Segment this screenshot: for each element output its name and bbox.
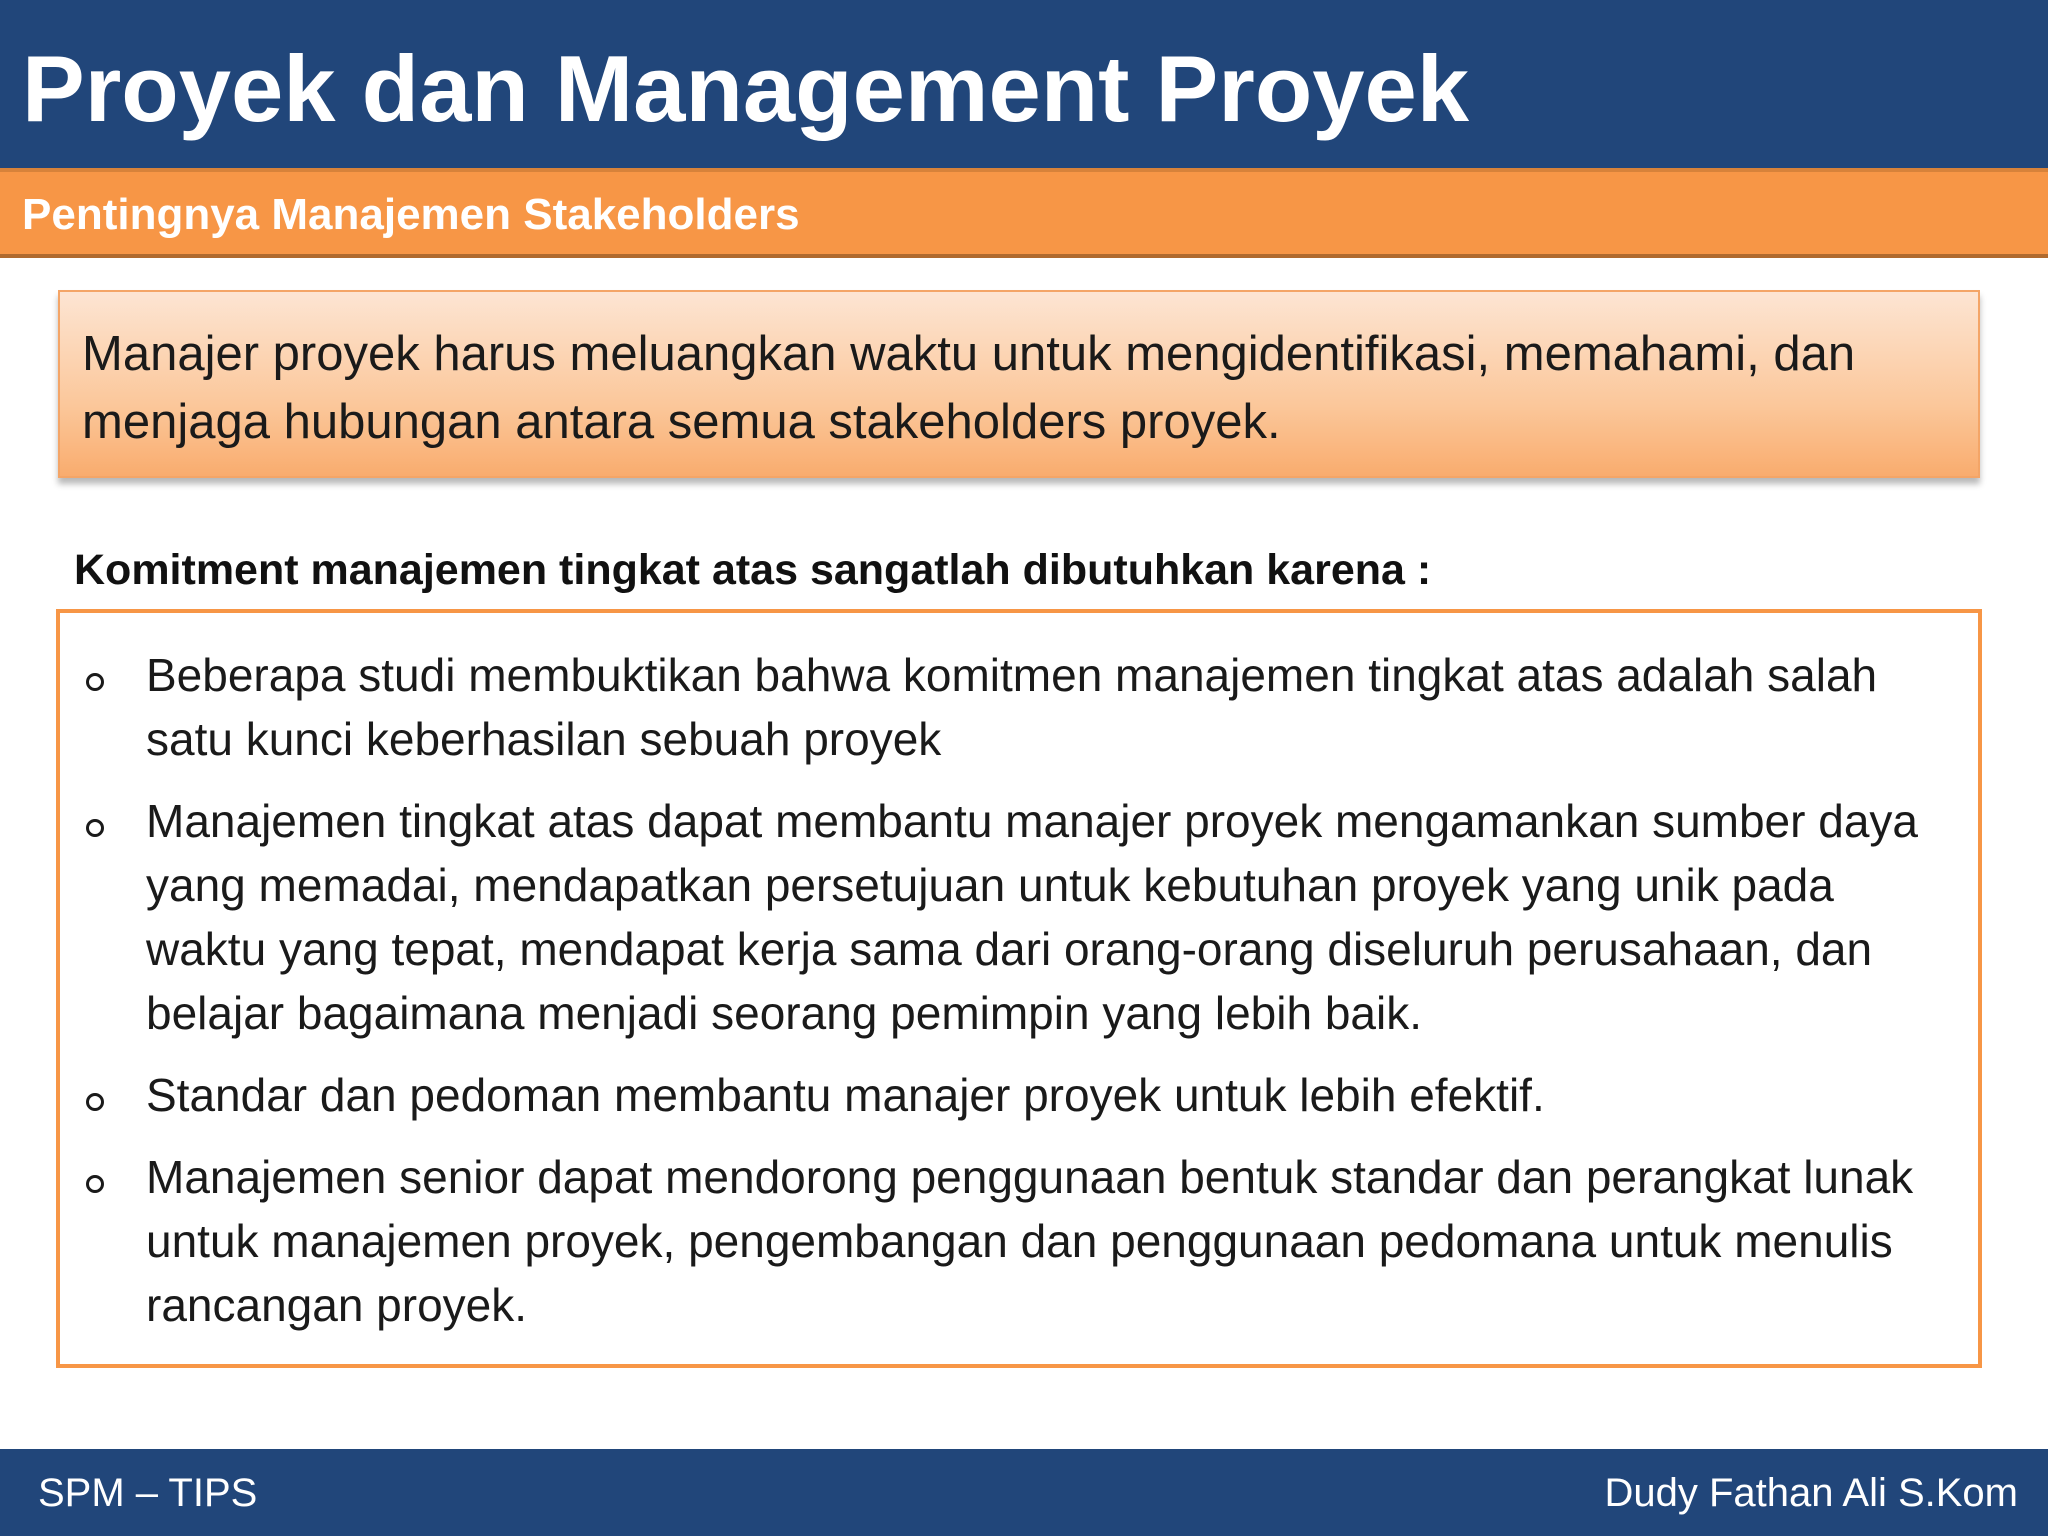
list-item <box>80 643 1958 771</box>
subtitle-bar <box>0 168 2048 258</box>
slide-subtitle: Pentingnya Manajemen Stakeholders <box>22 190 800 239</box>
circle-bullet-icon <box>86 673 104 691</box>
list-item <box>80 1063 1958 1127</box>
footer-author: Dudy Fathan Ali S.Kom <box>1604 1471 2018 1515</box>
list-item-text: Manajemen tingkat atas dapat membantu manajer proyek mengamankan sumber daya yang memadai, mendapatkan persetujuan untuk kebutuhan proyek yang unik pada waktu yang tepat, mendapat kerja sama dari orang-orang diseluruh perusahaan, dan belajar bagaimana menjadi seorang pemimpin yang lebih baik. <box>146 795 1918 1039</box>
callout-box <box>58 290 1980 478</box>
reasons-list <box>80 643 1958 1337</box>
slide-title: Proyek dan Management Proyek <box>22 36 1470 141</box>
list-item-text: Standar dan pedoman membantu manajer proyek untuk lebih efektif. <box>146 1069 1545 1121</box>
title-bar <box>0 0 2048 168</box>
list-item-text: Beberapa studi membuktikan bahwa komitmen manajemen tingkat atas adalah salah satu kunci keberhasilan sebuah proyek <box>146 649 1878 765</box>
list-item <box>80 789 1958 1045</box>
footer-bar <box>0 1449 2048 1536</box>
circle-bullet-icon <box>86 1175 104 1193</box>
callout-text: Manajer proyek harus meluangkan waktu untuk mengidentifikasi, memahami, dan menjaga hubungan antara semua stakeholders proyek. <box>82 327 1856 449</box>
section-heading: Komitment manajemen tingkat atas sangatlah dibutuhkan karena : <box>74 546 1432 594</box>
circle-bullet-icon <box>86 819 104 837</box>
list-item-text: Manajemen senior dapat mendorong penggunaan bentuk standar dan perangkat lunak untuk manajemen proyek, pengembangan dan penggunaan pedomana untuk menulis rancangan proyek. <box>146 1151 1914 1331</box>
footer-course-label: SPM – TIPS <box>38 1471 258 1515</box>
circle-bullet-icon <box>86 1093 104 1111</box>
reasons-box <box>56 609 1982 1368</box>
list-item <box>80 1145 1958 1337</box>
